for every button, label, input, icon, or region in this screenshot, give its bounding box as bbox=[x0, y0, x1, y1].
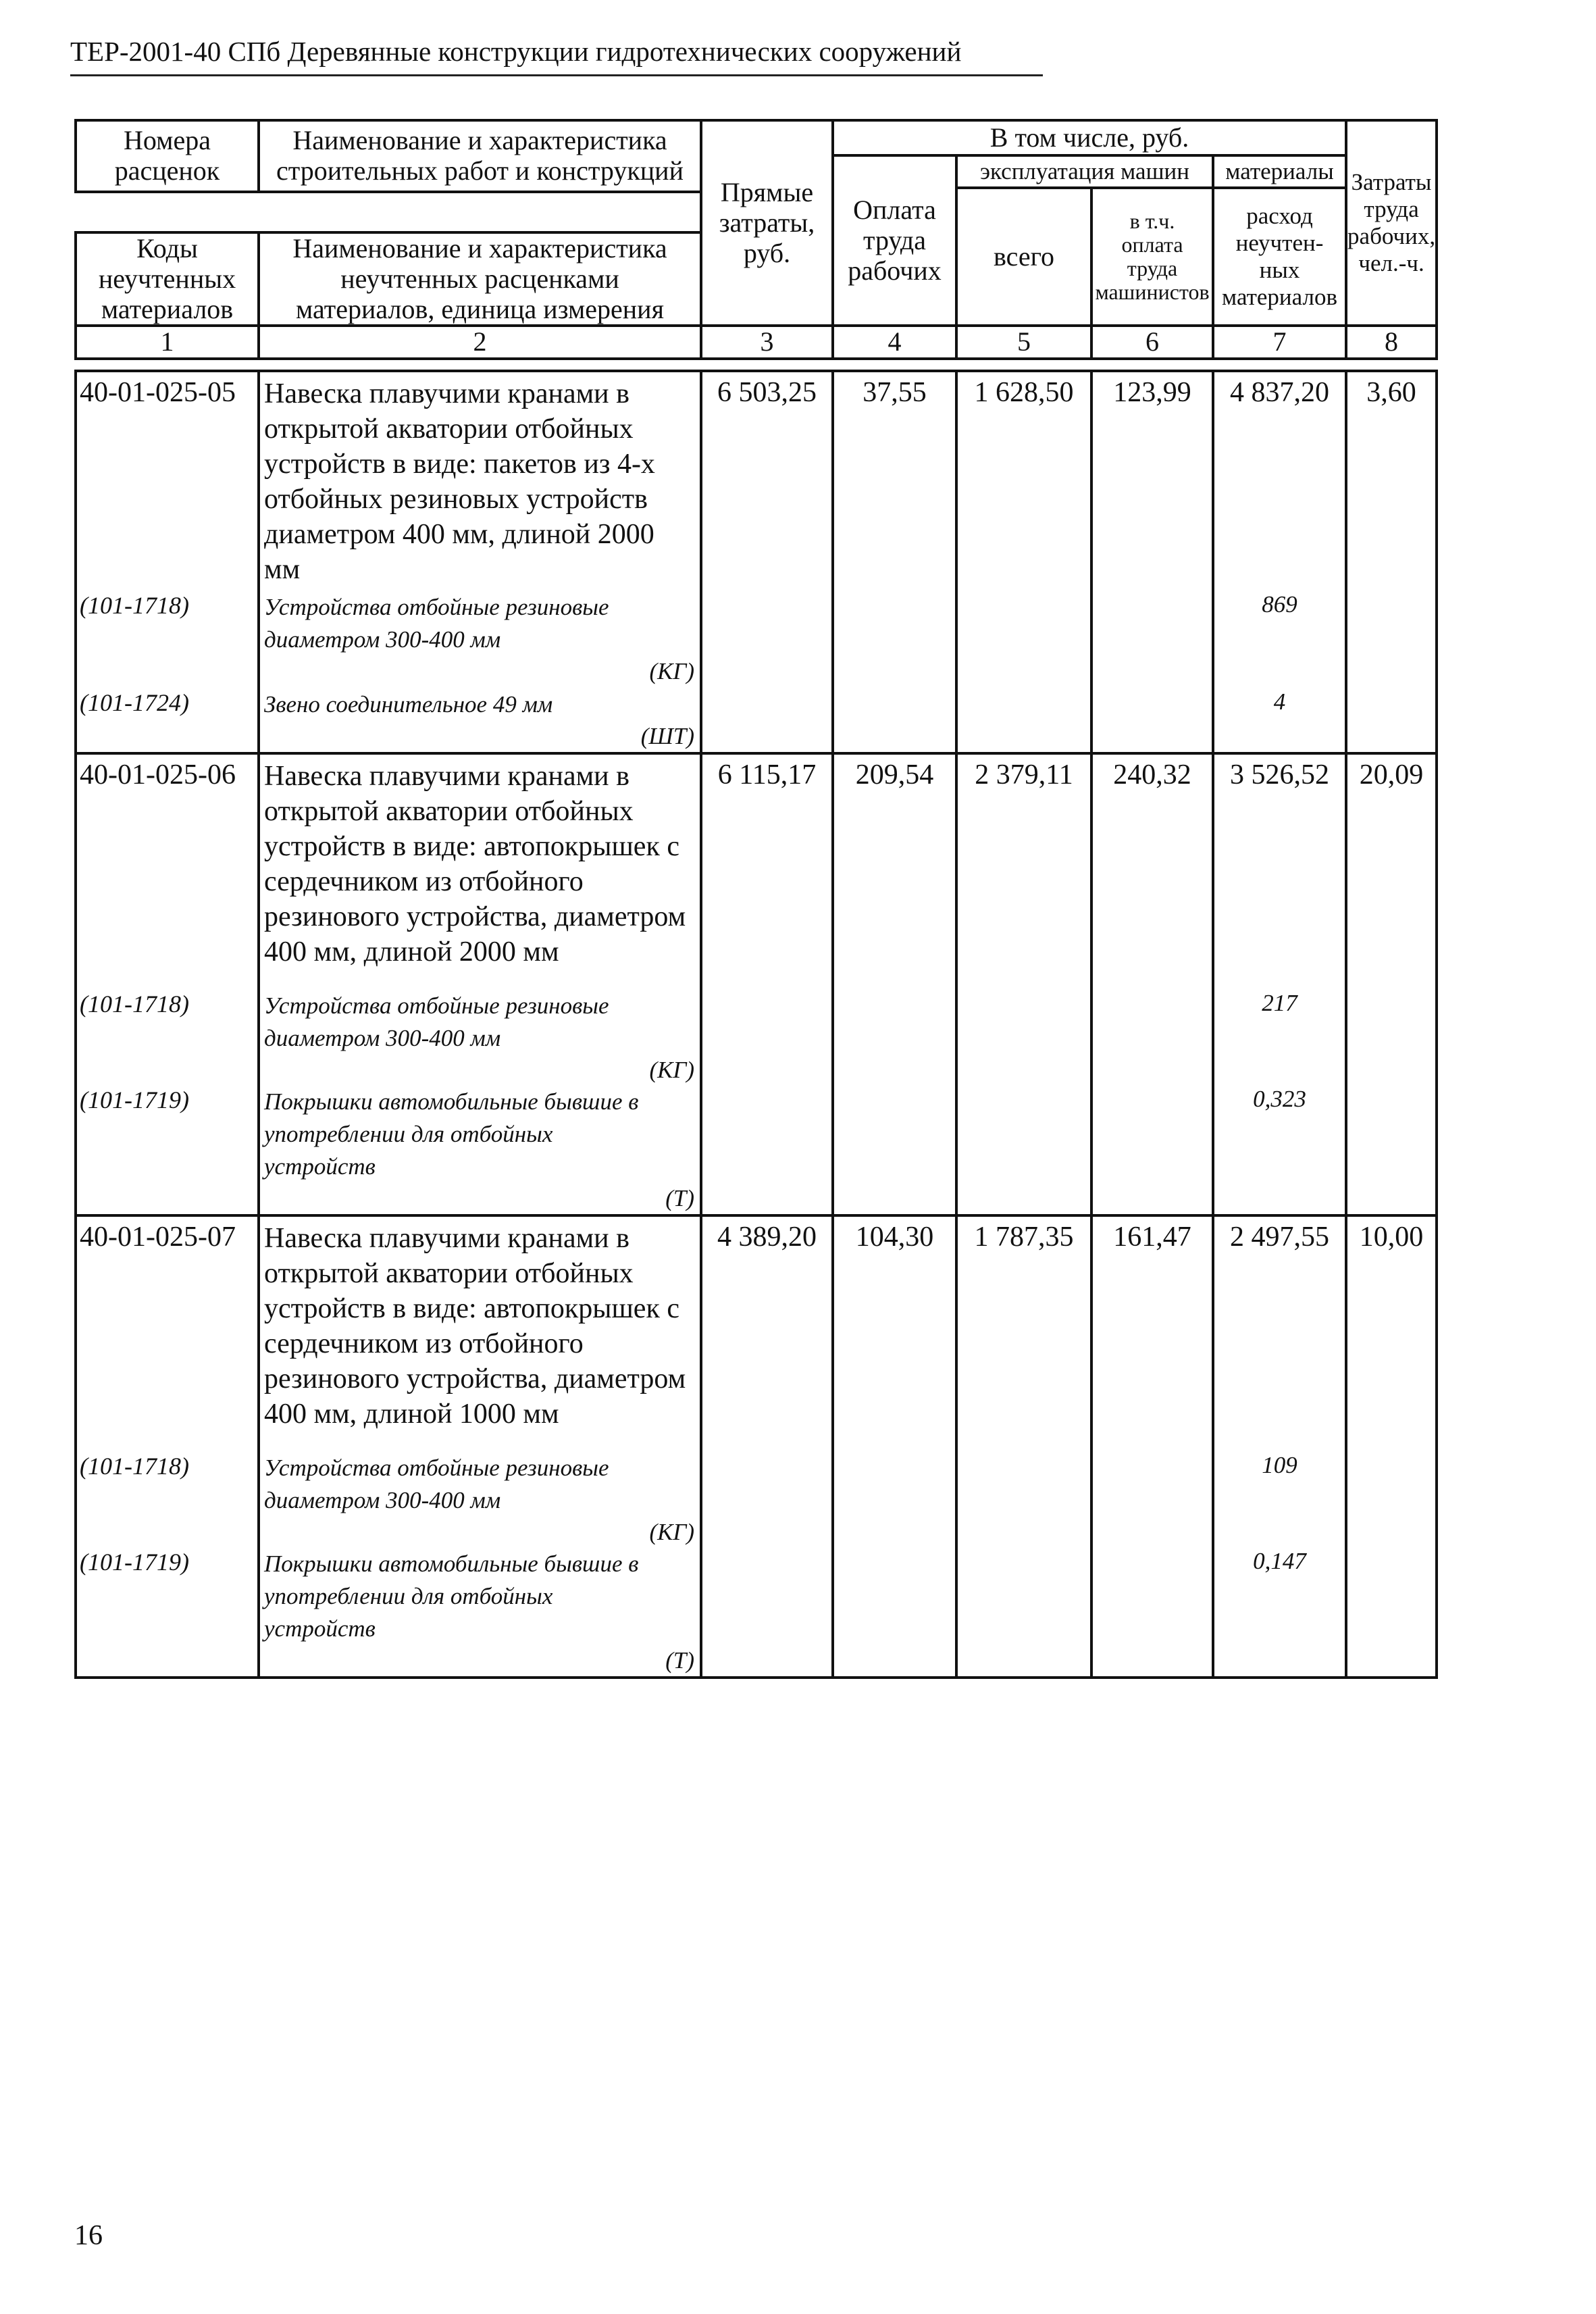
material-name: Покрышки автомобильные бывшие в употреблении для отбойных устройств bbox=[259, 1548, 701, 1645]
col-number: 4 bbox=[833, 326, 956, 359]
material-unit: (ШТ) bbox=[259, 721, 701, 753]
header-col1-bottom: Коды неучтенных материалов bbox=[76, 232, 259, 326]
material-code: (101-1718) bbox=[76, 591, 259, 656]
col-number: 7 bbox=[1213, 326, 1346, 359]
material-code: (101-1718) bbox=[76, 1452, 259, 1517]
machinists-pay: 240,32 bbox=[1091, 753, 1213, 990]
labor-hours: 10,00 bbox=[1346, 1215, 1437, 1452]
material-code: (101-1719) bbox=[76, 1548, 259, 1645]
materials-cost: 4 837,20 bbox=[1213, 371, 1346, 591]
col-number: 1 bbox=[76, 326, 259, 359]
machines-total: 2 379,11 bbox=[956, 753, 1091, 990]
header-machines: эксплуатация машин bbox=[956, 155, 1213, 188]
material-name: Устройства отбойные резиновые диаметром 300-400 мм bbox=[259, 1452, 701, 1517]
material-amount: 217 bbox=[1213, 990, 1346, 1055]
material-amount: 109 bbox=[1213, 1452, 1346, 1517]
material-unit: (КГ) bbox=[259, 1517, 701, 1548]
header-col3: Прямые затраты, руб. bbox=[701, 120, 833, 326]
material-name: Звено соединительное 49 мм bbox=[259, 688, 701, 721]
page-number: 16 bbox=[74, 2220, 103, 2251]
header-col4: Оплата труда рабочих bbox=[833, 155, 956, 326]
rate-code: 40-01-025-05 bbox=[76, 371, 259, 591]
labor-pay: 37,55 bbox=[833, 371, 956, 591]
material-unit: (Т) bbox=[259, 1183, 701, 1215]
materials-cost: 2 497,55 bbox=[1213, 1215, 1346, 1452]
page-header: ТЕР-2001-40 СПб Деревянные конструкции гидротехнических сооружений bbox=[70, 35, 1043, 76]
direct-costs: 6 115,17 bbox=[701, 753, 833, 990]
col-number: 6 bbox=[1091, 326, 1213, 359]
machines-total: 1 628,50 bbox=[956, 371, 1091, 591]
material-code: (101-1724) bbox=[76, 688, 259, 721]
machines-total: 1 787,35 bbox=[956, 1215, 1091, 1452]
col-number: 8 bbox=[1346, 326, 1437, 359]
rate-code: 40-01-025-06 bbox=[76, 753, 259, 990]
header-col1-top: Номера расценок bbox=[76, 120, 259, 192]
rate-name: Навеска плавучими кранами в открытой акватории отбойных устройств в виде: автопокрышек с сердечником из отбойного резинового устройства, диаметром 400 мм, длиной 2000 мм bbox=[259, 753, 701, 990]
labor-pay: 104,30 bbox=[833, 1215, 956, 1452]
material-name: Покрышки автомобильные бывшие в употреблении для отбойных устройств bbox=[259, 1086, 701, 1183]
labor-hours: 3,60 bbox=[1346, 371, 1437, 591]
header-col5: всего bbox=[956, 188, 1091, 326]
material-unit: (КГ) bbox=[259, 1055, 701, 1086]
labor-hours: 20,09 bbox=[1346, 753, 1437, 990]
material-unit: (Т) bbox=[259, 1645, 701, 1678]
labor-pay: 209,54 bbox=[833, 753, 956, 990]
rates-table bbox=[74, 370, 1438, 1679]
material-amount: 4 bbox=[1213, 688, 1346, 721]
material-name: Устройства отбойные резиновые диаметром 300-400 мм bbox=[259, 591, 701, 656]
header-materials: материалы bbox=[1213, 155, 1346, 188]
header-group: В том числе, руб. bbox=[833, 120, 1346, 155]
rate-name: Навеска плавучими кранами в открытой акватории отбойных устройств в виде: автопокрышек с сердечником из отбойного резинового устройства, диаметром 400 мм, длиной 1000 мм bbox=[259, 1215, 701, 1452]
col-number: 5 bbox=[956, 326, 1091, 359]
header-col6: в т.ч. оплата труда машинистов bbox=[1091, 188, 1213, 326]
materials-cost: 3 526,52 bbox=[1213, 753, 1346, 990]
machinists-pay: 161,47 bbox=[1091, 1215, 1213, 1452]
material-amount: 0,147 bbox=[1213, 1548, 1346, 1645]
rate-code: 40-01-025-07 bbox=[76, 1215, 259, 1452]
direct-costs: 6 503,25 bbox=[701, 371, 833, 591]
material-code: (101-1718) bbox=[76, 990, 259, 1055]
header-col2-top: Наименование и характеристика строительных работ и конструкций bbox=[259, 120, 701, 192]
material-amount: 869 bbox=[1213, 591, 1346, 656]
header-col2-bottom: Наименование и характеристика неучтенных расценками материалов, единица измерения bbox=[259, 232, 701, 326]
direct-costs: 4 389,20 bbox=[701, 1215, 833, 1452]
material-name: Устройства отбойные резиновые диаметром 300-400 мм bbox=[259, 990, 701, 1055]
material-amount: 0,323 bbox=[1213, 1086, 1346, 1183]
machinists-pay: 123,99 bbox=[1091, 371, 1213, 591]
col-number: 2 bbox=[259, 326, 701, 359]
material-code: (101-1719) bbox=[76, 1086, 259, 1183]
material-unit: (КГ) bbox=[259, 656, 701, 688]
col-number: 3 bbox=[701, 326, 833, 359]
header-col7: расход неучтен- ных материалов bbox=[1213, 188, 1346, 326]
rate-name: Навеска плавучими кранами в открытой акватории отбойных устройств в виде: пакетов из 4-х отбойных резиновых устройств диаметром 400 мм, длиной 2000 мм bbox=[259, 371, 701, 591]
header-col8: Затраты труда рабочих, чел.-ч. bbox=[1346, 120, 1437, 326]
table-header bbox=[74, 119, 1438, 360]
